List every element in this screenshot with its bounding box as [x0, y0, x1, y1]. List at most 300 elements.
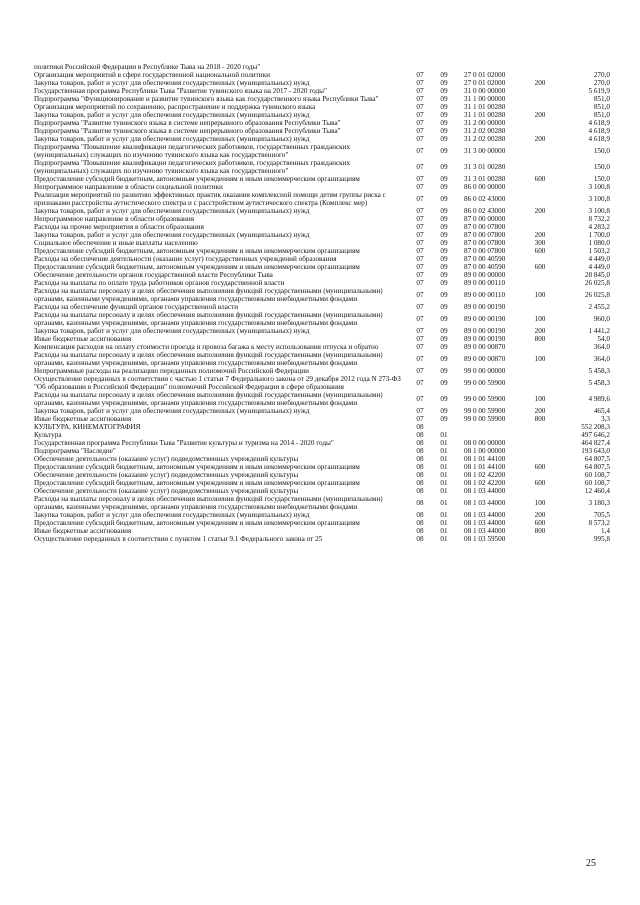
amount: 4 989,6 [588, 395, 610, 403]
table-row [34, 71, 610, 79]
section-code: 07 [416, 355, 424, 363]
amount: 60 108,7 [584, 471, 610, 479]
expense-type-code [526, 255, 554, 263]
subsection-code: 09 [440, 87, 448, 95]
expense-type-code: 100 [534, 315, 546, 323]
expense-type-code [526, 63, 554, 71]
target-article-code [456, 431, 526, 439]
table-row [34, 375, 610, 391]
target-article-code: 99 0 00 59900 [464, 407, 506, 415]
target-article-code: 31 2 00 00000 [464, 119, 506, 127]
amount: 1 503,2 [588, 247, 610, 255]
table-row [34, 535, 610, 543]
expense-type-code: 100 [534, 355, 546, 363]
target-article-code: 08 1 03 44000 [464, 519, 506, 527]
expense-type-code: 200 [534, 207, 546, 215]
section-code: 08 [416, 519, 424, 527]
expense-type-code [526, 535, 554, 543]
item-name: Расходы на выплаты персоналу в целях обеспечения выполнения функций государственными (муниципальными) органами, казенными учреждениями, органами управления государственными внебюджетными фондами [34, 311, 383, 327]
target-article-code: 86 0 00 00000 [464, 183, 506, 191]
target-article-code: 87 0 00 07800 [464, 247, 506, 255]
subsection-code: 01 [440, 487, 448, 495]
expense-type-code: 600 [534, 463, 546, 471]
item-name: Реализация мероприятий по развитию эффективных практик оказания комплексной помощи детям группы риска с признаками расстройства аутистического спектра и с расстройством аутистического спектра (Комплекс мер) [34, 191, 386, 207]
amount: 26 025,8 [584, 279, 610, 287]
amount: 270,0 [593, 79, 610, 87]
target-article-code: 86 0 02 43000 [464, 195, 506, 203]
section-code: 07 [416, 303, 424, 311]
amount: 851,0 [593, 103, 610, 111]
table-row [34, 351, 610, 367]
expense-type-code [526, 447, 554, 455]
section-code: 07 [416, 79, 424, 87]
amount: 4 618,9 [588, 135, 610, 143]
target-article-code: 99 0 00 00000 [464, 367, 506, 375]
item-name: Непрограммное направление в области социальной политики [34, 183, 223, 191]
table-row [34, 343, 610, 351]
expense-type-code: 600 [534, 247, 546, 255]
subsection-code: 09 [440, 71, 448, 79]
target-article-code: 89 0 00 00870 [464, 343, 506, 351]
item-name: Расходы на выплаты по оплате труда работников органов государственной власти [34, 279, 285, 287]
subsection-code: 09 [440, 343, 448, 351]
amount: 5 619,9 [588, 87, 610, 95]
section-code: 07 [416, 71, 424, 79]
table-row [34, 143, 610, 159]
subsection-code: 09 [440, 367, 448, 375]
amount: 1 441,2 [588, 327, 610, 335]
table-row [34, 415, 610, 423]
target-article-code: 87 0 00 07800 [464, 223, 506, 231]
subsection-code: 01 [440, 511, 448, 519]
target-article-code: 31 3 00 00000 [464, 147, 506, 155]
subsection-code: 09 [440, 263, 448, 271]
section-code: 07 [416, 215, 424, 223]
section-code: 07 [416, 279, 424, 287]
item-name: Закупка товаров, работ и услуг для обеспечения государственных (муниципальных) нужд [34, 407, 310, 415]
target-article-code: 08 1 01 44100 [464, 455, 506, 463]
table-row [34, 63, 610, 71]
item-name: Непрограммные расходы на реализацию переданных полномочий Российской Федерации [34, 367, 309, 375]
expense-type-code [526, 87, 554, 95]
expense-type-code: 200 [534, 111, 546, 119]
item-name: Обеспечение деятельности (оказание услуг) подведомственных учреждений культуры [34, 487, 299, 495]
subsection-code: 01 [440, 439, 448, 447]
amount: 270,0 [593, 71, 610, 79]
expense-type-code [526, 191, 554, 207]
table-row [34, 279, 610, 287]
amount: 960,0 [593, 315, 610, 323]
subsection-code: 09 [440, 95, 448, 103]
subsection-code [432, 423, 456, 431]
item-name: Иные бюджетные ассигнования [34, 527, 132, 535]
expense-type-code [526, 215, 554, 223]
table-row [34, 487, 610, 495]
target-article-code: 08 1 02 42200 [464, 479, 506, 487]
expense-type-code: 100 [534, 291, 546, 299]
amount: 464 827,4 [581, 439, 610, 447]
item-name: Предоставление субсидий бюджетным, автономным учреждениям и иным некоммерческим организациям [34, 247, 360, 255]
item-name: Закупка товаров, работ и услуг для обеспечения государственных (муниципальных) нужд [34, 207, 310, 215]
subsection-code: 09 [440, 207, 448, 215]
table-row [34, 439, 610, 447]
subsection-code: 09 [440, 327, 448, 335]
subsection-code: 01 [440, 447, 448, 455]
table-row [34, 447, 610, 455]
item-name: Расходы на выплаты персоналу в целях обеспечения выполнения функций государственными (муниципальными) органами, казенными учреждениями, органами управления государственными внебюджетными фондами [34, 391, 383, 407]
item-name: Расходы на прочие мероприятия в области образования [34, 223, 204, 231]
target-article-code: 27 0 01 02000 [464, 71, 506, 79]
subsection-code: 09 [440, 215, 448, 223]
table-row [34, 519, 610, 527]
target-article-code: 89 0 00 00110 [464, 291, 506, 299]
section-code: 07 [416, 175, 424, 183]
subsection-code: 09 [440, 231, 448, 239]
table-row [34, 471, 610, 479]
section-code: 08 [416, 423, 424, 431]
section-code: 07 [416, 147, 424, 155]
item-name: Подпрограмма "Функционирование и развитие тувинского языка как государственного языка Республики Тыва" [34, 95, 379, 103]
section-code: 08 [416, 447, 424, 455]
item-name: Закупка товаров, работ и услуг для обеспечения государственных (муниципальных) нужд [34, 135, 310, 143]
subsection-code: 09 [440, 103, 448, 111]
section-code: 07 [416, 207, 424, 215]
section-code: 07 [416, 163, 424, 171]
section-code: 07 [416, 223, 424, 231]
section-code: 08 [416, 463, 424, 471]
section-code: 07 [416, 239, 424, 247]
amount: 150,0 [593, 163, 610, 171]
target-article-code: 27 0 01 02000 [464, 79, 506, 87]
target-article-code: 87 0 00 07800 [464, 231, 506, 239]
expense-type-code: 100 [534, 395, 546, 403]
target-article-code: 31 1 01 00280 [464, 103, 506, 111]
item-name: Обеспечение деятельности органов государственной власти Республики Тыва [34, 271, 273, 279]
table-row [34, 431, 610, 439]
table-row [34, 463, 610, 471]
table-row [34, 455, 610, 463]
section-code: 07 [416, 271, 424, 279]
table-row [34, 95, 610, 103]
subsection-code [432, 63, 456, 71]
table-row [34, 335, 610, 343]
amount: 12 460,4 [584, 487, 610, 495]
table-row [34, 127, 610, 135]
table-row [34, 391, 610, 407]
table-row [34, 311, 610, 327]
item-name: Закупка товаров, работ и услуг для обеспечения государственных (муниципальных) нужд [34, 111, 310, 119]
table-row [34, 119, 610, 127]
expense-type-code [526, 439, 554, 447]
section-code: 08 [416, 499, 424, 507]
target-article-code: 31 0 00 00000 [464, 87, 506, 95]
table-row [34, 111, 610, 119]
section-code: 08 [416, 471, 424, 479]
section-code: 07 [416, 415, 424, 423]
expense-type-code [526, 119, 554, 127]
amount: 851,0 [593, 95, 610, 103]
target-article-code: 89 0 00 00110 [464, 279, 506, 287]
target-article-code: 87 0 00 40590 [464, 255, 506, 263]
subsection-code: 01 [440, 527, 448, 535]
subsection-code: 09 [440, 127, 448, 135]
expense-type-code [526, 375, 554, 391]
item-name: Организация мероприятий в сфере государственной национальной политики [34, 71, 270, 79]
subsection-code: 09 [440, 147, 448, 155]
section-code: 07 [416, 327, 424, 335]
item-name: КУЛЬТУРА, КИНЕМАТОГРАФИЯ [34, 423, 141, 431]
page-number: 25 [586, 858, 596, 869]
table-row [34, 175, 610, 183]
target-article-code: 89 0 00 00870 [464, 355, 506, 363]
table-row [34, 215, 610, 223]
item-name: Культура [34, 431, 62, 439]
target-article-code: 31 1 00 00000 [464, 95, 506, 103]
target-article-code: 31 2 02 00280 [464, 127, 506, 135]
target-article-code: 31 3 01 00280 [464, 175, 506, 183]
item-name: Иные бюджетные ассигнования [34, 335, 132, 343]
target-article-code: 89 0 00 00190 [464, 315, 506, 323]
item-name: Государственная программа Республики Тыва "Развитие культуры и туризма на 2014 - 2020 годы" [34, 439, 334, 447]
expense-type-code [526, 471, 554, 479]
amount: 465,4 [593, 407, 610, 415]
table-body [34, 63, 610, 543]
section-code: 07 [416, 315, 424, 323]
subsection-code: 09 [440, 111, 448, 119]
expense-type-code: 600 [534, 175, 546, 183]
item-name: Организация мероприятий по сохранению, распространение и поддержка тувинского языка [34, 103, 316, 111]
table-row [34, 423, 610, 431]
item-name: Предоставление субсидий бюджетным, автономным учреждениям и иным некоммерческим организациям [34, 263, 360, 271]
section-code: 07 [416, 379, 424, 387]
table-row [34, 255, 610, 263]
item-name: Подпрограмма "Развитие тувинского языка в системе непрерывного образования Республики Тыва" [34, 119, 341, 127]
amount: 193 643,0 [581, 447, 610, 455]
target-article-code: 99 0 00 59900 [464, 379, 506, 387]
section-code: 07 [416, 127, 424, 135]
item-name: Закупка товаров, работ и услуг для обеспечения государственных (муниципальных) нужд [34, 511, 310, 519]
amount: 60 108,7 [584, 479, 610, 487]
amount [554, 63, 610, 71]
subsection-code: 09 [440, 315, 448, 323]
section-code: 07 [416, 135, 424, 143]
target-article-code: 87 0 00 00000 [464, 215, 506, 223]
subsection-code: 09 [440, 303, 448, 311]
item-name: Предоставление субсидий бюджетным, автономным учреждениям и иным некоммерческим организациям [34, 175, 360, 183]
expense-type-code [526, 71, 554, 79]
amount: 497 646,2 [581, 431, 610, 439]
item-name: Расходы на выплаты персоналу в целях обеспечения выполнения функций государственными (муниципальными) органами, казенными учреждениями, органами управления государственными внебюджетными фондами [34, 287, 383, 303]
table-row [34, 135, 610, 143]
expense-type-code: 300 [534, 239, 546, 247]
item-name: Непрограммное направление в области образования [34, 215, 195, 223]
subsection-code: 09 [440, 291, 448, 299]
section-code: 07 [416, 407, 424, 415]
subsection-code: 09 [440, 255, 448, 263]
amount: 364,0 [593, 343, 610, 351]
table-row [34, 183, 610, 191]
amount: 1 080,0 [588, 239, 610, 247]
expense-type-code: 200 [534, 407, 546, 415]
expense-type-code [526, 431, 554, 439]
target-article-code: 89 0 00 00190 [464, 335, 506, 343]
expense-type-code: 600 [534, 263, 546, 271]
amount: 8 573,2 [588, 519, 610, 527]
subsection-code: 01 [440, 471, 448, 479]
item-name: Осуществление переданных в соответствии с частью 1 статьи 7 Федерального закона от 29 декабря 2012 года N 273-ФЗ "Об образовании в Российской Федерации" полномочий Российской Федерации в сфере образования [34, 375, 401, 391]
subsection-code: 09 [440, 175, 448, 183]
item-name: Подпрограмма "Повышение квалификации педагогических работников, государственных гражданских (муниципальных) служащих по изучению тувинского языка как государственного" [34, 143, 351, 159]
amount: 995,8 [593, 535, 610, 543]
subsection-code: 01 [440, 431, 448, 439]
target-article-code [456, 63, 526, 71]
item-name: Социальное обеспечение и иные выплаты населению [34, 239, 198, 247]
subsection-code: 01 [440, 519, 448, 527]
table-row [34, 303, 610, 311]
item-name: Расходы на обеспечение деятельности (оказание услуг) государственных учреждений образования [34, 255, 337, 263]
expense-type-code [526, 487, 554, 495]
amount: 26 025,8 [584, 291, 610, 299]
expense-type-code: 200 [534, 327, 546, 335]
expense-type-code: 200 [534, 79, 546, 87]
expense-type-code [526, 159, 554, 175]
item-name: Обеспечение деятельности (оказание услуг) подведомственных учреждений культуры [34, 471, 299, 479]
item-name: Предоставление субсидий бюджетным, автономным учреждениям и иным некоммерческим организациям [34, 519, 360, 527]
amount: 2 455,2 [588, 303, 610, 311]
section-code: 08 [416, 511, 424, 519]
item-name: Иные бюджетные ассигнования [34, 415, 132, 423]
subsection-code: 09 [440, 355, 448, 363]
table-row [34, 159, 610, 175]
subsection-code: 09 [440, 335, 448, 343]
section-code: 08 [416, 439, 424, 447]
target-article-code: 87 0 00 07800 [464, 239, 506, 247]
table-row [34, 511, 610, 519]
target-article-code: 99 0 00 59900 [464, 415, 506, 423]
target-article-code: 08 1 03 44000 [464, 487, 506, 495]
expense-type-code [526, 183, 554, 191]
table-row [34, 239, 610, 247]
section-code: 08 [416, 535, 424, 543]
expense-type-code: 600 [534, 479, 546, 487]
subsection-code: 09 [440, 415, 448, 423]
table-row [34, 247, 610, 255]
section-code: 07 [416, 367, 424, 375]
target-article-code: 89 0 00 00190 [464, 327, 506, 335]
amount: 1,4 [601, 527, 610, 535]
item-name: Закупка товаров, работ и услуг для обеспечения государственных (муниципальных) нужд [34, 327, 310, 335]
amount: 4 618,9 [588, 127, 610, 135]
amount: 364,0 [593, 355, 610, 363]
expense-type-code [526, 423, 554, 431]
subsection-code: 01 [440, 499, 448, 507]
expense-type-code [526, 343, 554, 351]
subsection-code: 09 [440, 379, 448, 387]
table-row [34, 287, 610, 303]
table-row [34, 367, 610, 375]
amount: 5 458,3 [588, 379, 610, 387]
section-code: 07 [416, 183, 424, 191]
item-name: Подпрограмма "Развитие тувинского языка в системе непрерывного образования Республики Тыва" [34, 127, 341, 135]
section-code: 07 [416, 111, 424, 119]
expense-type-code [526, 303, 554, 311]
amount: 3,3 [601, 415, 610, 423]
table-row [34, 223, 610, 231]
subsection-code: 09 [440, 279, 448, 287]
subsection-code: 09 [440, 247, 448, 255]
table-row [34, 407, 610, 415]
amount: 3 180,3 [588, 499, 610, 507]
item-name: Закупка товаров, работ и услуг для обеспечения государственных (муниципальных) нужд [34, 79, 310, 87]
expense-type-code [526, 279, 554, 287]
amount: 4 283,2 [588, 223, 610, 231]
expense-type-code: 200 [534, 511, 546, 519]
item-name: Подпрограмма "Наследие" [34, 447, 116, 455]
target-article-code: 31 2 02 00280 [464, 135, 506, 143]
item-name: Расходы на выплаты персоналу в целях обеспечения выполнения функций государственными (муниципальными) органами, казенными учреждениями, органами управления государственными внебюджетными фондами [34, 351, 383, 367]
amount: 4 449,0 [588, 263, 610, 271]
section-code: 07 [416, 395, 424, 403]
table-row [34, 87, 610, 95]
subsection-code: 09 [440, 223, 448, 231]
amount: 64 807,5 [584, 455, 610, 463]
amount: 851,0 [593, 111, 610, 119]
target-article-code: 86 0 02 43000 [464, 207, 506, 215]
subsection-code: 09 [440, 395, 448, 403]
section-code: 07 [416, 335, 424, 343]
table-row [34, 527, 610, 535]
section-code [408, 63, 432, 71]
target-article-code: 08 0 00 00000 [464, 439, 506, 447]
table-row [34, 263, 610, 271]
target-article-code: 08 1 00 00000 [464, 447, 506, 455]
target-article-code: 08 1 03 44000 [464, 511, 506, 519]
subsection-code: 01 [440, 535, 448, 543]
target-article-code: 08 1 03 44000 [464, 527, 506, 535]
section-code: 07 [416, 247, 424, 255]
target-article-code [456, 423, 526, 431]
amount: 552 208,3 [581, 423, 610, 431]
expense-type-code: 200 [534, 135, 546, 143]
table-row [34, 191, 610, 207]
amount: 1 700,0 [588, 231, 610, 239]
target-article-code: 08 1 01 44100 [464, 463, 506, 471]
expense-type-code: 200 [534, 231, 546, 239]
expense-type-code: 100 [534, 499, 546, 507]
expense-type-code: 800 [534, 335, 546, 343]
subsection-code: 09 [440, 183, 448, 191]
section-code: 08 [416, 527, 424, 535]
amount: 3 100,8 [588, 195, 610, 203]
amount: 54,0 [597, 335, 610, 343]
table-row [34, 103, 610, 111]
budget-table [34, 63, 610, 543]
item-name: Обеспечение деятельности (оказание услуг) подведомственных учреждений культуры [34, 455, 299, 463]
table-row [34, 79, 610, 87]
expense-type-code [526, 271, 554, 279]
section-code: 08 [416, 455, 424, 463]
amount: 5 458,3 [588, 367, 610, 375]
item-name: Подпрограмма "Повышение квалификации педагогических работников, государственных гражданских (муниципальных) служащих по изучению тувинского языка как государственного" [34, 159, 351, 175]
table-row [34, 479, 610, 487]
target-article-code: 08 1 03 59500 [464, 535, 506, 543]
item-name: Предоставление субсидий бюджетным, автономным учреждениям и иным некоммерческим организациям [34, 463, 360, 471]
expense-type-code [526, 103, 554, 111]
table-row [34, 231, 610, 239]
subsection-code: 01 [440, 455, 448, 463]
subsection-code: 09 [440, 163, 448, 171]
item-name: политики Российской Федерации в Республике Тыва на 2018 - 2020 годы" [34, 63, 261, 71]
